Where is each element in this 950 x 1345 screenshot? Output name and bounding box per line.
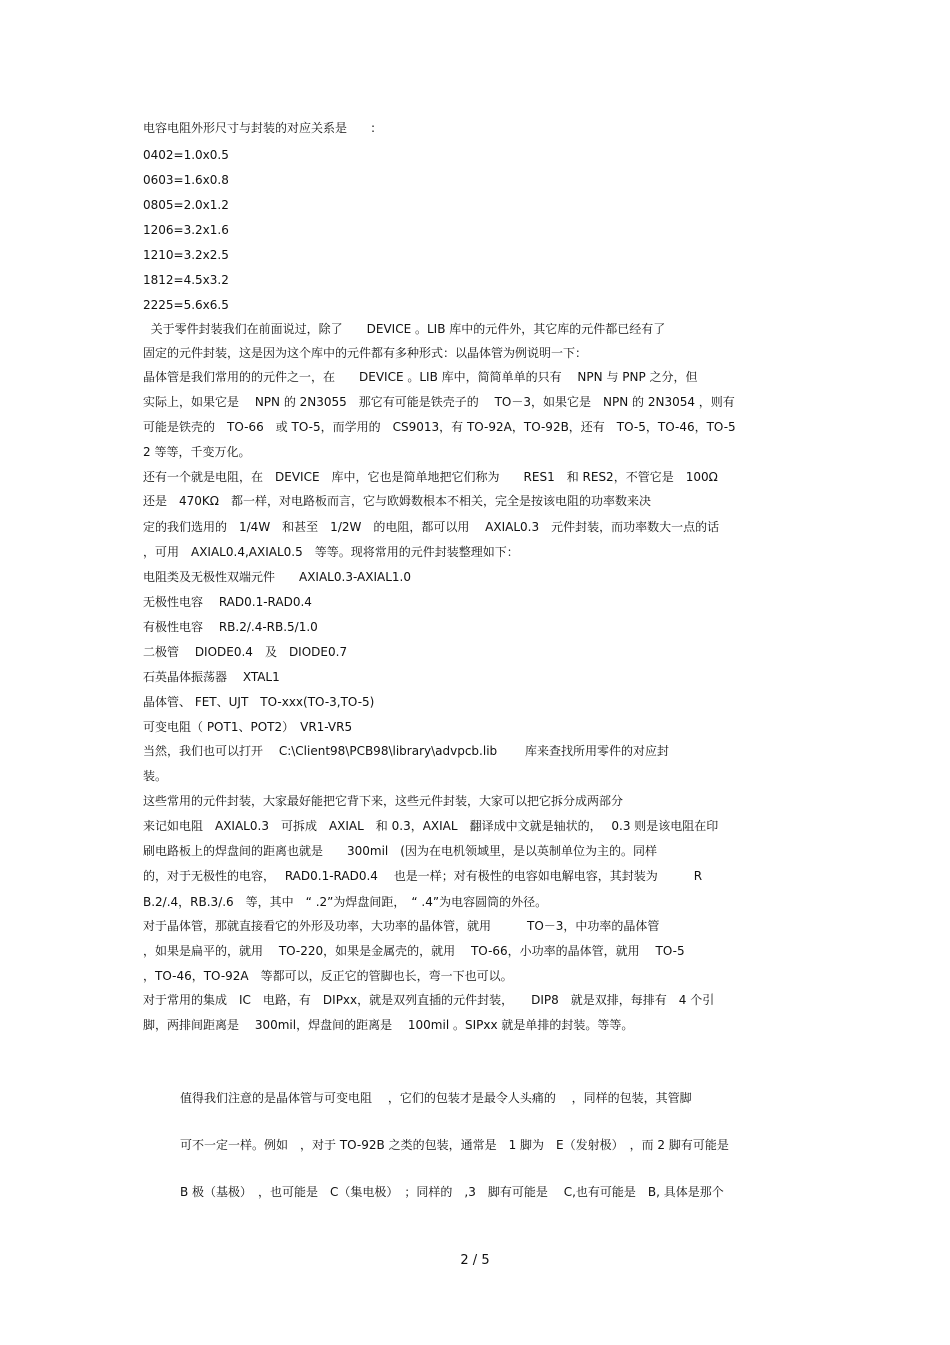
text-line: 晶体管是我们常用的的元件之一，在 DEVICE 。LIB 库中，简简单单的只有 NPN 与 PNP 之分，但 xyxy=(143,370,698,384)
page-number: 2 / 5 xyxy=(460,1253,490,1268)
text-line: 电容电阻外形尺寸与封装的对应关系是 : xyxy=(143,121,376,135)
text-line: 可变电阻（ POT1、POT2） VR1-VR5 xyxy=(143,720,353,734)
text-line: ，TO-46，TO-92A 等都可以，反正它的管脚也长，弯一下也可以。 xyxy=(143,969,513,983)
text-line: 1812=4.5x3.2 xyxy=(143,273,229,287)
text-line: 可能是铁壳的 TO-66 或 TO-5，而学用的 CS9013，有 TO-92A，TO-92B，还有 TO-5，TO-46，TO-5 xyxy=(143,420,736,434)
text-line: B.2/.4，RB.3/.6 等，其中 “ .2”为焊盘间距， “ .4”为电容圆筒的外径。 xyxy=(143,895,548,909)
text-line: 1210=3.2x2.5 xyxy=(143,248,229,262)
text-line: 实际上，如果它是 NPN 的 2N3055 那它有可能是铁壳子的 TO－3，如果它是 NPN 的 2N3054 ，则有 xyxy=(143,395,735,409)
text-line: 2 等等，千变万化。 xyxy=(143,445,251,459)
text-line: 无极性电容 RAD0.1-RAD0.4 xyxy=(143,595,312,609)
text-line: ，可用 AXIAL0.4,AXIAL0.5 等等。现将常用的元件封装整理如下： xyxy=(143,545,519,559)
text-line: 关于零件封装我们在前面说过，除了 DEVICE 。LIB 库中的元件外，其它库的元件都已经有了 xyxy=(143,322,666,336)
text-line: 的，对于无极性的电容， RAD0.1-RAD0.4 也是一样；对有极性的电容如电解电容，其封装为 R xyxy=(143,869,703,883)
note-line: B 极（基极） ，也可能是 C（集电极） ；同样的 ,3 脚有可能是 C,也有可能是 B, 具体是那个 xyxy=(180,1185,724,1199)
text-line: 二极管 DIODE0.4 及 DIODE0.7 xyxy=(143,645,348,659)
text-line: 这些常用的元件封装，大家最好能把它背下来，这些元件封装，大家可以把它拆分成两部分 xyxy=(143,794,624,808)
note-line: 值得我们注意的是晶体管与可变电阻 ，它们的包装才是最令人头痛的 ，同样的包装，其管脚 xyxy=(180,1091,692,1105)
text-line: 装。 xyxy=(143,769,168,783)
text-line: 对于晶体管，那就直接看它的外形及功率，大功率的晶体管，就用 TO－3，中功率的晶体管 xyxy=(143,919,660,933)
text-line: 当然，我们也可以打开 C:\Client98\PCB98\library\advpcb.lib 库来查找所用零件的对应封 xyxy=(143,744,669,758)
text-line: 还有一个就是电阻，在 DEVICE 库中，它也是简单地把它们称为 RES1 和 RES2，不管它是 100Ω xyxy=(143,470,718,484)
text-line: 0402=1.0x0.5 xyxy=(143,148,229,162)
text-line: 刷电路板上的焊盘间的距离也就是 300mil (因为在电机领域里，是以英制单位为主的。同样 xyxy=(143,844,657,858)
text-line: 0805=2.0x1.2 xyxy=(143,198,229,212)
text-line: 2225=5.6x6.5 xyxy=(143,298,229,312)
text-line: 脚，两排间距离是 300mil，焊盘间的距离是 100mil 。SIPxx 就是单排的封装。等等。 xyxy=(143,1018,634,1032)
text-line: 有极性电容 RB.2/.4-RB.5/1.0 xyxy=(143,620,318,634)
text-line: 固定的元件封装，这是因为这个库中的元件都有多种形式：以晶体管为例说明一下： xyxy=(143,346,588,360)
text-line: 定的我们选用的 1/4W 和甚至 1/2W 的电阻，都可以用 AXIAL0.3 元件封装，而功率数大一点的话 xyxy=(143,520,720,534)
note-line: 可不一定一样。例如 ，对于 TO-92B 之类的包装，通常是 1 脚为 E（发射极） ，而 2 脚有可能是 xyxy=(180,1138,729,1152)
text-line: 对于常用的集成 IC 电路，有 DIPxx，就是双列直插的元件封装， DIP8 就是双排，每排有 4 个引 xyxy=(143,993,715,1007)
text-line: 石英晶体振荡器 XTAL1 xyxy=(143,670,280,684)
text-line: 晶体管、 FET、UJT TO-xxx(TO-3,TO-5) xyxy=(143,695,375,709)
text-line: 0603=1.6x0.8 xyxy=(143,173,229,187)
text-line: 还是 470KΩ 都一样，对电路板而言，它与欧姆数根本不相关，完全是按该电阻的功率数来决 xyxy=(143,494,651,508)
text-line: 电阻类及无极性双端元件 AXIAL0.3-AXIAL1.0 xyxy=(143,570,411,584)
text-line: 来记如电阻 AXIAL0.3 可拆成 AXIAL 和 0.3，AXIAL 翻译成中文就是轴状的， 0.3 则是该电阻在印 xyxy=(143,819,719,833)
text-line: 1206=3.2x1.6 xyxy=(143,223,229,237)
text-line: ，如果是扁平的，就用 TO-220，如果是金属壳的，就用 TO-66，小功率的晶体管，就用 TO-5 xyxy=(143,944,685,958)
